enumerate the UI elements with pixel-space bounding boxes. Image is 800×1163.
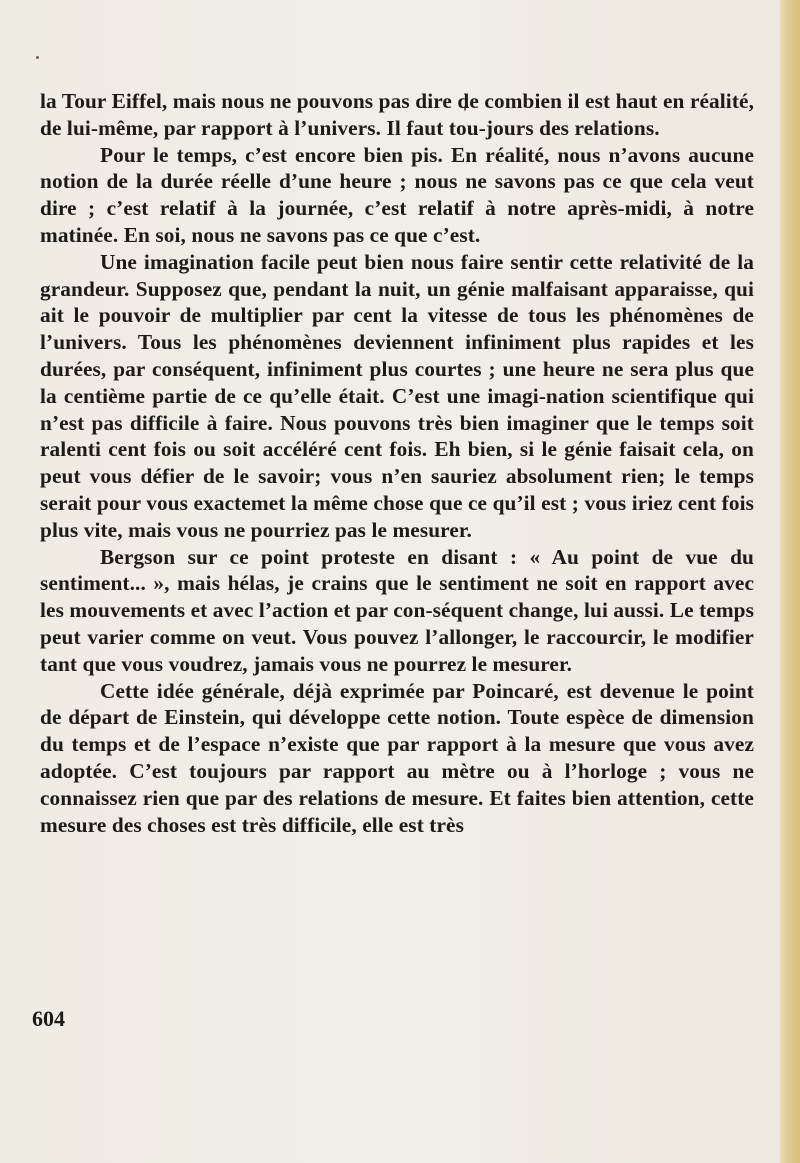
page-number: 604 <box>32 1006 65 1031</box>
body-text <box>40 88 754 838</box>
paragraph-4: Bergson sur ce point proteste en disant : « Au point de vue du sentiment... », mais hélas, je crains que le sentiment ne soit en rapport avec les mouvements et avec l’action et par con-séquent change, lui aussi. Le temps peut varier comme on veut. Vous pouvez l’allonger, le raccourcir, le modifier tant que vous voudrez, jamais vous ne pourrez le mesurer. <box>40 544 754 676</box>
page-edge-strip <box>780 0 800 1163</box>
paragraph-2: Pour le temps, c’est encore bien pis. En réalité, nous n’avons aucune notion de la durée réelle d’une heure ; nous ne savons pas ce que cela veut dire ; c’est relatif à la journée, c’est relatif à notre après-midi, à notre matinée. En soi, nous ne savons pas ce que c’est. <box>40 142 754 247</box>
paragraph-1: la Tour Eiffel, mais nous ne pouvons pas dire de combien il est haut en réalité, de lui-même, par rapport à l’univers. Il faut tou-jours des relations. <box>40 89 754 140</box>
paragraph-5: Cette idée générale, déjà exprimée par Poincaré, est devenue le point de départ de Einstein, qui développe cette notion. Toute espèce de dimension du temps et de l’espace n’existe que par rapport à la mesure que vous avez adoptée. C’est toujours par rapport au mètre ou à l’horloge ; vous ne connaissez rien que par des relations de mesure. Et faites bien attention, cette mesure des choses est très difficile, elle est très <box>40 678 754 837</box>
paper-speck <box>36 56 39 59</box>
paragraph-3: Une imagination facile peut bien nous faire sentir cette relativité de la grandeur. Supposez que, pendant la nuit, un génie malfaisant apparaisse, qui ait le pouvoir de multiplier par cent la vitesse de tous les phénomènes de l’univers. Tous les phénomènes deviennent infiniment plus rapides et les durées, par conséquent, infiniment plus courtes ; une heure ne sera plus que la centième partie de ce qu’elle était. C’est une imagi-nation scientifique qui n’est pas difficile à faire. Nous pouvons très bien imaginer que le temps soit ralenti cent fois ou soit accéléré cent fois. Eh bien, si le génie faisait cela, on peut vous défier de le savoir; vous n’en sauriez absolument rien; le temps serait pour vous exactemet la même chose que ce qu’il est ; vous iriez cent fois plus vite, mais vous ne pourriez pas le mesurer. <box>40 249 754 542</box>
